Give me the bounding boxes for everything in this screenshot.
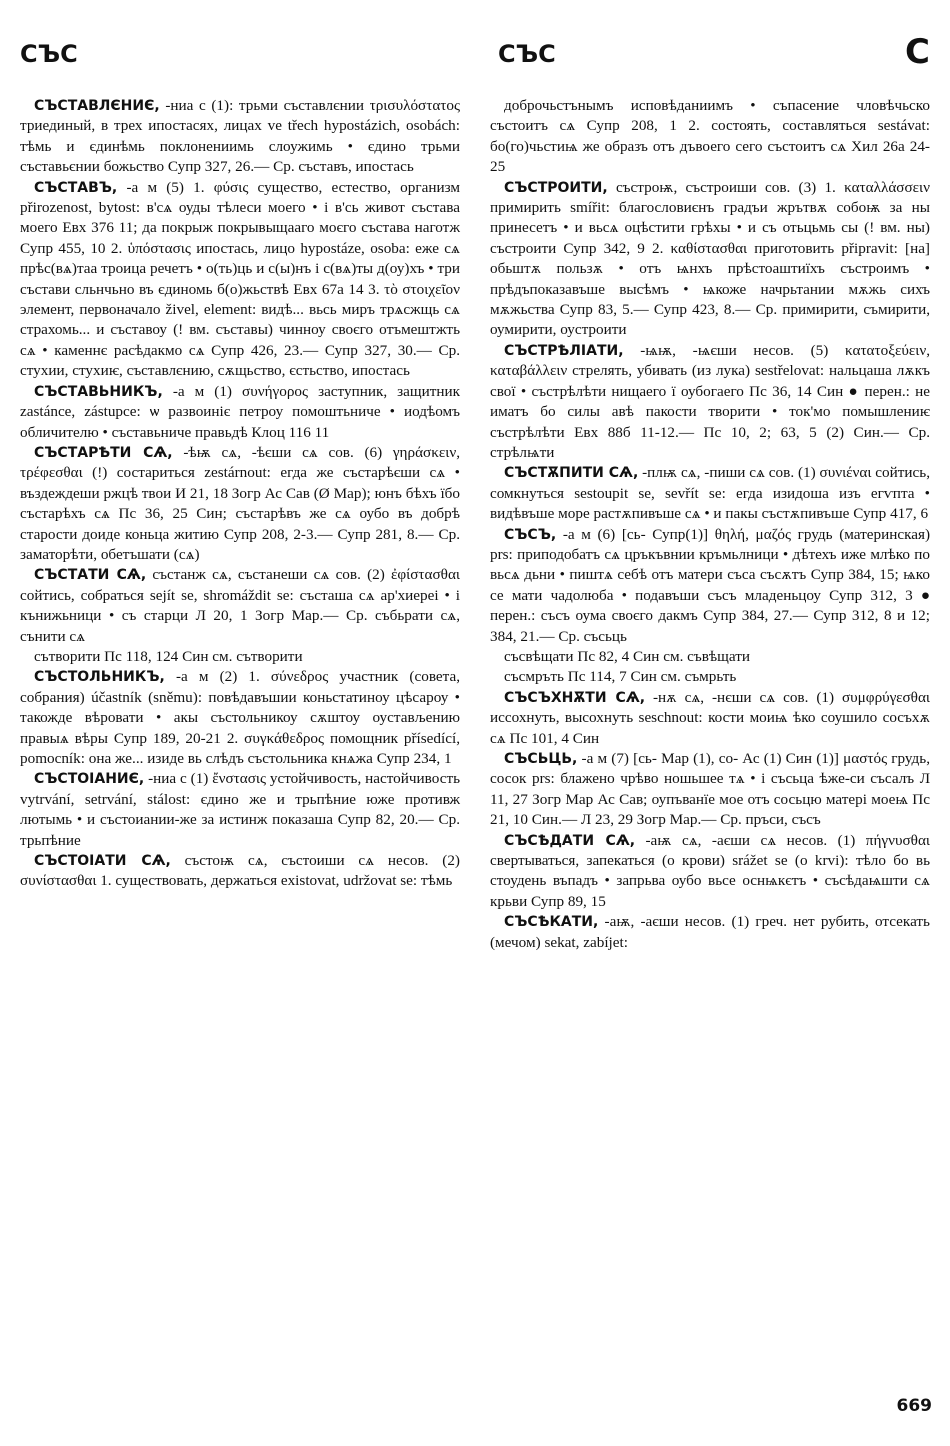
dictionary-entry bbox=[20, 851, 460, 892]
dictionary-entry bbox=[20, 647, 460, 667]
entry-body: състанж сѧ, състанеши сѧ сов. (2) ἐφίστασθαι сойтись, собраться sejít se, shromáždit se: състаша сѧ ар'хиереі • і кънижьници • съ старци Л 20, 1 Зогр Мар.— Ср. събьрати сѧ, сънити сѧ bbox=[20, 566, 460, 645]
dictionary-entry bbox=[490, 912, 930, 953]
headword: СЪСТАВЪ, bbox=[34, 179, 118, 196]
dictionary-entry bbox=[490, 525, 930, 647]
dictionary-entry bbox=[20, 178, 460, 382]
headword: СЪСТѪПИТИ СѦ, bbox=[504, 465, 639, 482]
dictionary-entry bbox=[490, 178, 930, 341]
entry-body: -ниа с (1): трьми съставлєнии τρισυλόστατος триединый, в трех ипостасях, лицах ve třech hypostázich, osobách: тѣмь и єдинѣмь поклонениимь слоужимь • єдино трьми съставьєнии божьство Супр 327, 26.— Ср. съставъ, ипостась bbox=[20, 97, 461, 176]
entry-body: доброчьстънымъ исповѣданиимъ • съпасение чловѣчьско състоитъ сѧ Супр 208, 1 2. состоять, составляться sestávat: бо(го)чьстиѩ же образъ отъ дъвоего сего състоитъ сѧ Хил 26а 24-25 bbox=[490, 97, 930, 176]
running-head-center: СЪС bbox=[498, 40, 556, 68]
entry-body: съсмръть Пс 114, 7 Син см. съмрьть bbox=[504, 668, 737, 686]
entry-body: съсвѣщати Пс 82, 4 Син см. съвѣщати bbox=[504, 647, 750, 665]
dictionary-entry bbox=[20, 667, 460, 769]
headword: СЪСѢДАТИ СѦ, bbox=[504, 832, 636, 849]
dictionary-entry bbox=[490, 341, 930, 463]
dictionary-entry bbox=[20, 565, 460, 647]
headword: СЪСТОІАНИЄ, bbox=[34, 771, 145, 788]
dictionary-entry bbox=[20, 382, 460, 443]
headword: СЪСЪ, bbox=[504, 526, 557, 543]
headword: СЪСТОІАТИ СѦ, bbox=[34, 853, 171, 870]
page-number: 669 bbox=[896, 1396, 932, 1416]
headword: СЪСТАТИ СѦ, bbox=[34, 567, 147, 584]
headword: СЪСЬЦЬ, bbox=[504, 751, 578, 767]
running-head-left: СЪС bbox=[20, 40, 78, 68]
entry-body: -а м (5) 1. φύσις существо, естество, организм přirozenost, bytost: в'сѧ оуды тѣлеси моего • і в'сь живот състава моего Евх 376 11; да покрыж покрывыщааго моєго състава наготж Супр 455, 10 2. ὑπόστασις ипостась, лицо hypostáze, osoba: еже сѧ прѣс(вѧ)таа троица речетъ • о(ть)ць и с(ы)нъ і с(вѧ)ты д(оу)хъ • три състави сльнчьно въ єдиномь б(о)жьствѣ Евх 67а 14 3. τὸ στοιχεῖον элемент, первоначало živel, element: видѣ... вьсь миръ трѧсжщь сѧ страхомь... и съставоу (! вм. съставы) чинноу своєго отъмештжть сѧ • каменнє расѣдакмо сѧ Супр 426, 23.— Супр 327, 30.— Ср. стухии, стухиѥ, съставлєнию, сѫщьство, єстьство, ипостась bbox=[20, 178, 460, 380]
entry-body: -а м (6) [сь- Супр(1)] θηλή, μαζός грудь (материнская) prs: приподобатъ сѧ цръкъвнии кръмьлници • дѣтехъ иже млѣко по вьсѧ дьни • пиштѧ себѣ отъ матери съса съсѫтъ Супр 384, 15; ѩко се мати чадолюба • подавъши съсъ младеньцоу Супр 312, 3 ● перен.: съсъ оума своєго дакмъ Супр 384, 27.— Супр 312, 8 и 12; 384, 21.— Ср. съсьць bbox=[490, 525, 931, 645]
dictionary-entry bbox=[490, 749, 930, 831]
headword: СЪСТАВЬНИКЪ, bbox=[34, 383, 163, 400]
headword: СЪСТРѢЛІАТИ, bbox=[504, 342, 624, 359]
dictionary-entry bbox=[20, 443, 460, 565]
dictionary-entry bbox=[490, 96, 930, 178]
headword: СЪСТРОИТИ, bbox=[504, 179, 608, 196]
headword: СЪСТОЛЬНИКЪ, bbox=[34, 669, 165, 686]
entry-body: -аѭ сѧ, -аєши сѧ несов. (1) πήγνυσθαι свертываться, запекаться (о крови) srážet se (o krvi): тѣло бо вь стоудень въпадъ • запрьва оубо вьсе оснѩкєтъ • съсѣдаѩшти сѧ крьви Супр 89, 15 bbox=[490, 831, 930, 910]
entry-body: -плѭ сѧ, -пиши сѧ сов. (1) συνιέναι сойтись, сомкнуться sestoupit se, sevřít se: егда изидоша изъ егѵпта • видѣвъше море растѫпивъше сѧ • и пакы състѫпивъше Супр 417, 6 bbox=[490, 464, 931, 523]
headword: СЪСТАРѢТИ СѦ, bbox=[34, 444, 173, 461]
entry-body: -нѫ сѧ, -нєши сѧ сов. (1) συμφρύγεσθαι иссохнуть, высохнуть seschnout: кости моиѩ ѣко соушило сосъхѫ сѧ Пс 101, 4 Син bbox=[490, 688, 931, 747]
dictionary-entry bbox=[20, 96, 460, 178]
section-letter: С bbox=[905, 32, 930, 72]
entry-body: -ниа с (1) ἔνστασις устойчивость, настойчивость vytrvání, setrvání, stálost: єдино же и трьпѣние юже противж лютымь • и състоиании-же за истинж показаша Супр 82, 20.— Ср. трьпѣние bbox=[20, 770, 461, 849]
right-column bbox=[490, 96, 930, 953]
headword: СЪСЪХНѪТИ СѦ, bbox=[504, 689, 646, 706]
left-column bbox=[20, 96, 460, 892]
entry-body: състоѭ сѧ, състоиши сѧ несов. (2) συνίστασθαι 1. существовать, держаться existovat, udržovat se: тѣмь bbox=[20, 852, 460, 890]
dictionary-entry bbox=[490, 463, 930, 524]
headword: СЪСТАВЛЄНИЄ, bbox=[34, 98, 160, 114]
entry-body: -а м (2) 1. σύνεδρος участник (совета, собрания) účastník (sněmu): повѣдавъшии коньстатиноу цѣсароу • такожде вѣровати • акы състольникоу сѫштоу оустављению правыѧ вѣры Супр 189, 20-21 2. συγκάθεδρος помощник přísedící, pomocník: она же... изиде вь слѣдъ състольника кнѧжа Супр 234, 1 bbox=[20, 668, 460, 767]
headword: СЪСѢКАТИ, bbox=[504, 914, 599, 931]
entry-body: -а м (1) συνήγορος заступник, защитник zastánce, zástupce: ѡ развоиніє петроу помоштьниче • иодѣомъ обличителю • съставьниче правьдѣ Клоц 116 11 bbox=[20, 382, 460, 441]
entry-body: -а м (7) [сь- Мар (1), со- Ас (1) Син (1)] μαστός грудь, сосок prs: блажено чрѣво ношьшее тѧ • і съсьца ѣже-си съсалъ Л 11, 27 Зогр Мар Ас Сав; оупъванїе мое отъ сосьцю матері моеѩ Пс 21, 10 Син.— Л 23, 29 Зогр Мар.— Ср. пръси, съсъ bbox=[490, 750, 930, 829]
dictionary-entry bbox=[490, 831, 930, 913]
dictionary-entry bbox=[20, 769, 460, 851]
entry-body: сътворити Пс 118, 124 Син см. сътворити bbox=[34, 647, 303, 665]
entry-body: -аѭ, -аєши несов. (1) греч. нет рубить, отсекать (мечом) sekat, zabíjet: bbox=[490, 913, 930, 951]
dictionary-entry bbox=[490, 647, 930, 667]
entry-body: -ѩѭ, -ѩєши несов. (5) κατατοξεύειν, καταβάλλειν стрелять, убивать (из лука) sestřelovat: нальцаша лѫкъ свої • състрѣлѣти нищаего ї оубогаего Пс 36, 14 Син ● перен.: не иматъ бо силы авѣ пакости творити • ток'мо помышлениѥ състрѣлѣти Евх 88б 11-12.— Пс 10, 2; 63, 5 (2) Син.— Ср. стрѣлѩти bbox=[490, 341, 931, 461]
dictionary-entry bbox=[490, 667, 930, 687]
entry-body: -ѣѭ сѧ, -ѣєши сѧ сов. (6) γηράσκειν, τρέφεσθαι (!) состариться zestárnout: егда же състарѣєши сѧ • въздеждеши ржцѣ твои И 21, 18 Зогр Ас Сав (Ø Мар); юнъ бѣхъ їбо състарѣхъ сѧ Пс 36, 25 Син; състарѣвъ же сѧ оубо въ добрѣ старости доиде коньца житию Супр 208, 2-3.— Супр 281, 8.— Ср. заматорѣти, обетъшати (сѧ) bbox=[20, 443, 461, 563]
dictionary-entry bbox=[490, 688, 930, 749]
entry-body: състроѭ, състроиши сов. (3) 1. καταλλάσσειν примирить smířit: благословиєнъ градъи жрътвѫ собоѭ за ны принесетъ • и вьсѧ оцѣстити грѣхы • и съ отьцьмь сы (! вм. ны) състроити Супр 342, 9 2. καθίστασθαι приготовить připravit: [на] обьштѫ пользѫ • отъ ѩнхъ прѣстоаштиїхъ състроимъ • прѣдъпоказавъше высѣмъ • ѩкоже начрьтании мѫжь сихъ мѫжьства Супр 83, 5.— Супр 423, 8.— Ср. примирити, съмирити, оумирити, оустроити bbox=[490, 178, 930, 339]
